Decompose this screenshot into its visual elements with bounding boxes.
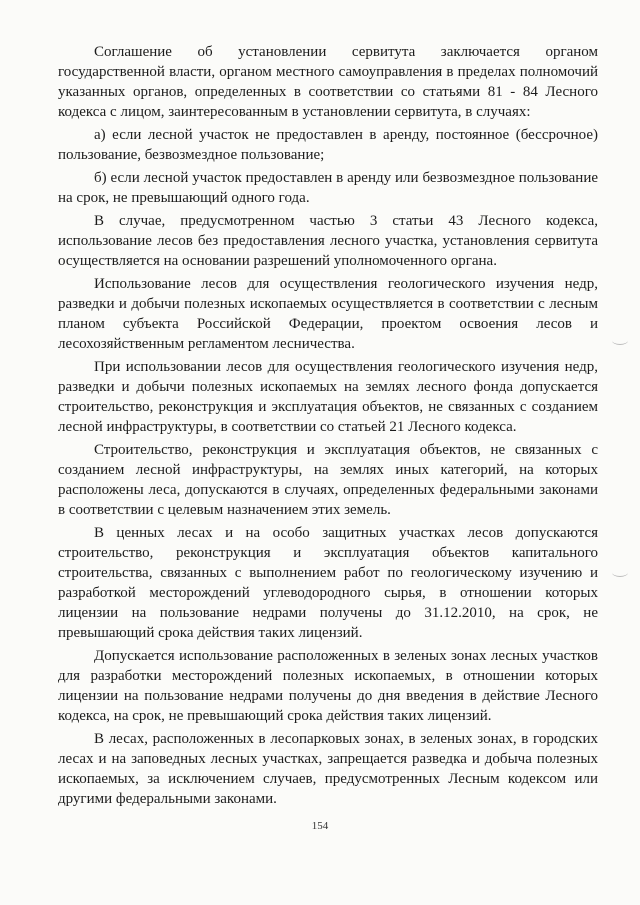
paragraph-green-zones: Допускается использование расположенных в зеленых зонах лесных участков для разработки месторождений полезных ископаемых, в отношении которых лицензии на пользование недрами получены до дня введения в действие Лесного кодекса, на срок, не превышающий срока действия таких лицензий. bbox=[58, 648, 598, 724]
paragraph-construction-other-lands: Строительство, реконструкция и эксплуатация объектов, не связанных с созданием лесной инфраструктуры, на землях иных категорий, на которых расположены леса, допускаются в случаях, определенных федеральными законами в соответствии с целевым назначением этих земель. bbox=[58, 442, 598, 518]
scan-edge-mark bbox=[612, 568, 628, 577]
paragraph-case-a: а) если лесной участок не предоставлен в аренду, постоянное (бессрочное) пользование, безвозмездное пользование; bbox=[58, 127, 598, 163]
paragraph-article-43: В случае, предусмотренном частью 3 статьи 43 Лесного кодекса, использование лесов без предоставления лесного участка, установления сервитута осуществляется на основании разрешений уполномоченного органа. bbox=[58, 213, 598, 269]
paragraph-construction-forest-fund: При использовании лесов для осуществления геологического изучения недр, разведки и добычи полезных ископаемых на землях лесного фонда допускается строительство, реконструкция и эксплуатация объектов, не связанных с созданием лесной инфраструктуры, в соответствии со статьей 21 Лесного кодекса. bbox=[58, 359, 598, 435]
page-number: 154 bbox=[311, 820, 329, 832]
document-body bbox=[58, 42, 598, 812]
paragraph-geological-study: Использование лесов для осуществления геологического изучения недр, разведки и добычи полезных ископаемых осуществляется в соответствии с лесным планом субъекта Российской Федерации, проектом освоения лесов и лесохозяйственным регламентом лесничества. bbox=[58, 276, 598, 352]
scan-edge-mark bbox=[612, 336, 628, 345]
paragraph-case-b: б) если лесной участок предоставлен в аренду или безвозмездное пользование на срок, не превышающий одного года. bbox=[58, 170, 598, 206]
paragraph-valuable-forests: В ценных лесах и на особо защитных участках лесов допускаются строительство, реконструкция и эксплуатация объектов капитального строительства, связанных с выполнением работ по геологическому изучению и разработкой месторождений углеводородного сырья, в отношении которых лицензии на пользование недрами получены до 31.12.2010, на срок, не превышающий срока действия таких лицензий. bbox=[58, 525, 598, 641]
paragraph-prohibition: В лесах, расположенных в лесопарковых зонах, в зеленых зонах, в городских лесах и на заповедных лесных участках, запрещается разведка и добыча полезных ископаемых, за исключением случаев, предусмотренных Лесным кодексом или другими федеральными законами. bbox=[58, 731, 598, 807]
paragraph-servitude-agreement: Соглашение об установлении сервитута заключается органом государственной власти, органом местного самоуправления в пределах полномочий указанных органов, определенных в соответствии со статьями 81 - 84 Лесного кодекса с лицом, заинтересованным в установлении сервитута, в случаях: bbox=[58, 44, 598, 120]
